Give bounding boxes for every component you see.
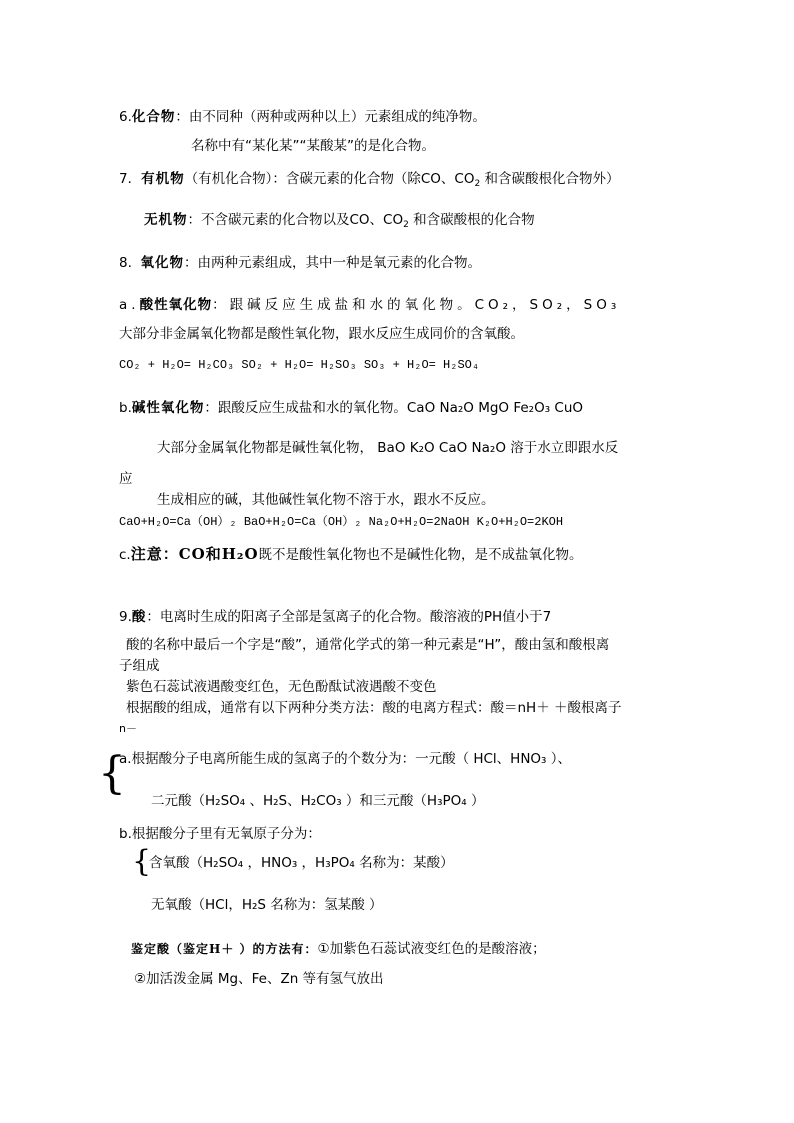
s7-num: 7． (119, 171, 142, 187)
s9-identify-line (131, 940, 546, 958)
s8a-def: ：跟碱反应生成盐和水的氧化物。CO₂，SO₂，SO₃ (212, 297, 621, 313)
s8c-label: c. (119, 547, 131, 563)
s9-identify-term: 鉴定酸（鉴定H＋ ）的方法有： (131, 942, 318, 956)
s9-identify-1: ①加紫色石蕊试液变红色的是酸溶液； (317, 941, 546, 957)
s8-line (119, 254, 481, 272)
s8a-line (119, 296, 620, 314)
s9-l1: 酸的名称中最后一个字是“酸”，通常化学式的第一种元素是“H”，酸由氢和酸根离 (126, 637, 610, 653)
s8a-equations: CO₂ + H₂O= H₂CO₃ SO₂ + H₂O= H₂SO₃ SO₃ + H₂O= H₂SO₄ (119, 358, 480, 372)
brace-a: { (98, 748, 126, 799)
s9-l5: n－ (119, 722, 137, 735)
s7-def2: 和含碳酸根化合物外） (484, 171, 620, 187)
s9-num: 9. (119, 609, 132, 625)
s9-b3: 无氧酸（HCl，H₂S 名称为：氢某酸 ） (151, 897, 383, 913)
s7-line (119, 170, 619, 193)
s9-a2: 二元酸（H₂SO₄ 、H₂S、H₂CO₃ ）和三元酸（H₃PO₄ ） (151, 793, 485, 809)
brace-b: { (132, 844, 152, 879)
s8b-line (119, 399, 583, 417)
s8b-term: 碱性氧化物 (131, 400, 205, 416)
s8c-def: 既不是酸性氧化物也不是碱性化物，是不成盐氧化物。 (258, 547, 583, 563)
s9-l2: 子组成 (119, 658, 160, 674)
s9-def: ：电离时生成的阳离子全部是氢离子的化合物。酸溶液的PH值小于7 (146, 609, 552, 625)
s8b-equations: CaO+H₂O=Ca（OH）₂ BaO+H₂O=Ca（OH）₂ Na₂O+H₂O=2NaOH K₂O+H₂O=2KOH (119, 515, 564, 529)
s8c-term: 注意：CO和H₂O (130, 545, 259, 563)
s8b-line2: 大部分金属氧化物都是碱性氧化物， BaO K₂O CaO Na₂O 溶于水立即跟水反 (157, 440, 619, 456)
s6-term: 化合物 (131, 109, 176, 125)
s9-identify-2: ②加活泼金属 Mg、Fe、Zn 等有氢气放出 (134, 971, 384, 987)
s7-inorganic-line (144, 211, 535, 234)
s7-def1: （有机化合物）：含碳元素的化合物（除CO、CO (184, 171, 475, 187)
s9-b2: 含氧酸（H₂SO₄ ，HNO₃ ，H₃PO₄ 名称为：某酸） (149, 855, 454, 871)
s7-term: 有机物 (141, 171, 185, 187)
s8b-def: ：跟酸反应生成盐和水的氧化物。CaO Na₂O MgO Fe₂O₃ CuO (204, 400, 584, 416)
s9-line (119, 608, 551, 626)
s7-def4: 和含碳酸根的化合物 (413, 212, 535, 228)
s6-num: 6. (119, 109, 132, 125)
s6-def: ：由不同种（两种或两种以上）元素组成的纯净物。 (175, 109, 486, 125)
s9-l3: 紫色石蕊试液遇酸变红色，无色酚酞试液遇酸不变色 (126, 679, 437, 695)
s8b-line3: 应 (119, 471, 133, 487)
s9-b1: b.根据酸分子里有无氧原子分为： (119, 826, 321, 842)
s8a-label: a. (119, 297, 140, 313)
s9-a1: a.根据酸分子电离所能生成的氢离子的个数分为：一元酸（ HCl、HNO₃ ）、 (119, 751, 572, 767)
s8b-line4: 生成相应的碱，其他碱性氧化物不溶于水，跟水不反应。 (157, 492, 495, 508)
s8-num: 8. (119, 255, 132, 271)
s8a-line2: 大部分非金属氧化物都是酸性氧化物，跟水反应生成同价的含氧酸。 (119, 326, 524, 342)
s7-sub: 2 (474, 179, 481, 189)
s9-term: 酸 (131, 609, 147, 625)
s8-def: ：由两种元素组成，其中一种是氧元素的化合物。 (183, 255, 481, 271)
s7-term2: 无机物 (144, 212, 188, 228)
s7-def3: ：不含碳元素的化合物以及CO、CO (187, 212, 404, 228)
s6-line (119, 108, 486, 126)
s7-sub2: 2 (403, 220, 409, 230)
s8b-label: b. (119, 400, 132, 416)
s8a-term: 酸性氧化物 (139, 297, 213, 313)
s6-note: 名称中有“某化某”“某酸某”的是化合物。 (191, 138, 435, 154)
s8c-line (119, 545, 583, 564)
s9-l4: 根据酸的组成，通常有以下两种分类方法：酸的电离方程式：酸＝nH＋ ＋酸根离子 (126, 700, 622, 716)
s8-term: 氧化物 (140, 255, 184, 271)
